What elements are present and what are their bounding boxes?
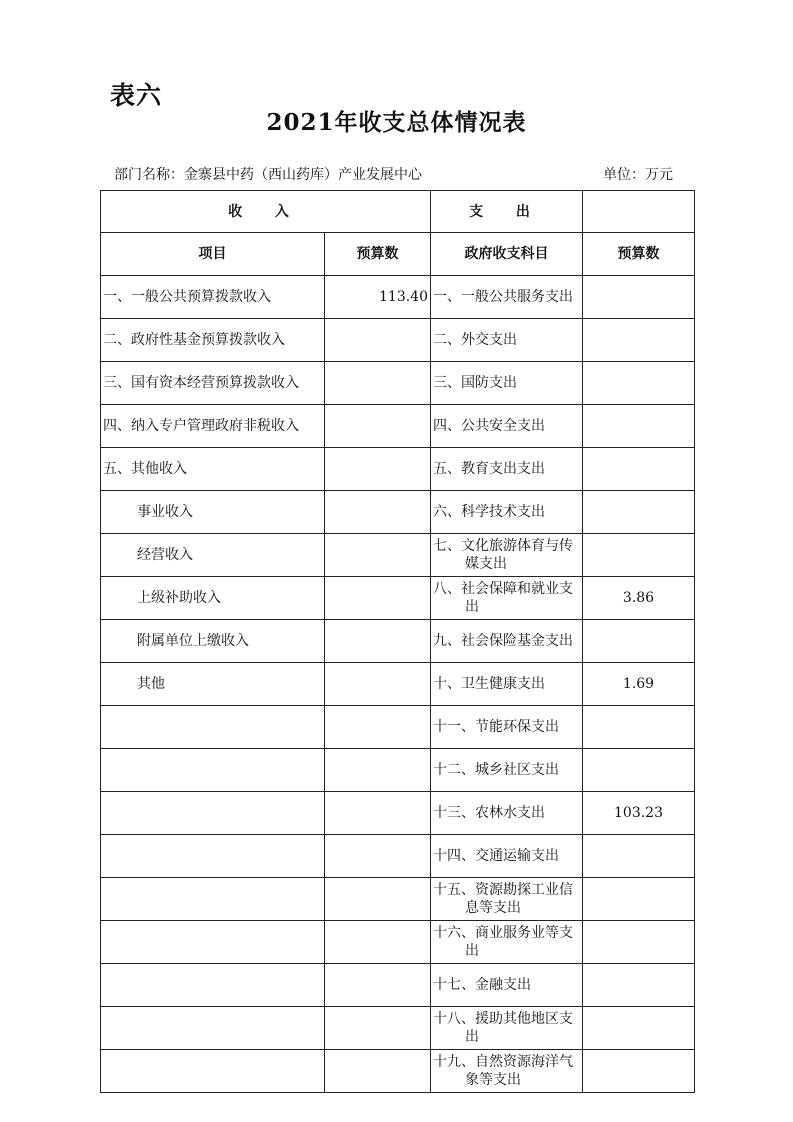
income-item-cell: 五、其他收入 [101,448,325,491]
expense-budget-cell [583,620,695,663]
expense-subject-cell: 一、一般公共服务支出 [431,276,583,319]
income-item-cell [101,835,325,878]
income-item-cell [101,1007,325,1050]
expense-budget-cell: 103.23 [583,792,695,835]
table-row [101,362,695,405]
expense-budget-cell [583,491,695,534]
expense-budget-cell [583,706,695,749]
expense-budget-cell [583,1007,695,1050]
table-row [101,448,695,491]
income-budget-cell [325,362,431,405]
table-row [101,276,695,319]
income-group-header: 收 入 [101,191,431,233]
income-budget-cell [325,1007,431,1050]
income-budget-cell [325,878,431,921]
income-budget-cell [325,620,431,663]
income-budget-cell [325,405,431,448]
expense-subject-cell: 七、文化旅游体育与传媒支出 [431,534,583,577]
income-item-cell [101,964,325,1007]
expense-subject-cell: 十七、金融支出 [431,964,583,1007]
expense-subject-cell: 十六、商业服务业等支出 [431,921,583,964]
income-budget-cell [325,663,431,706]
empty-header-cell [583,191,695,233]
expense-budget-cell [583,749,695,792]
income-budget-cell [325,1050,431,1093]
income-item-cell: 经营收入 [101,534,325,577]
income-budget-cell [325,491,431,534]
department-name: 部门名称：金寨县中药（西山药库）产业发展中心 [114,167,422,183]
income-budget-cell [325,921,431,964]
expense-subject-cell: 九、社会保险基金支出 [431,620,583,663]
expense-subject-cell: 十八、援助其他地区支出 [431,1007,583,1050]
col-header-income-budget: 预算数 [325,233,431,276]
income-budget-cell: 113.40 [325,276,431,319]
expense-subject-cell: 十四、交通运输支出 [431,835,583,878]
col-header-subject: 政府收支科目 [431,233,583,276]
income-budget-cell [325,319,431,362]
table-row [101,663,695,706]
table-row [101,921,695,964]
expense-subject-cell: 十五、资源勘探工业信息等支出 [431,878,583,921]
document-title: 2021年收支总体情况表 [266,109,527,136]
income-item-cell: 一、一般公共预算拨款收入 [101,276,325,319]
expense-subject-cell: 十一、节能环保支出 [431,706,583,749]
table-row [101,620,695,663]
col-header-expense-budget: 预算数 [583,233,695,276]
expense-budget-cell [583,362,695,405]
expense-budget-cell [583,921,695,964]
expense-subject-cell: 十九、自然资源海洋气象等支出 [431,1050,583,1093]
table-row [101,534,695,577]
expense-budget-cell [583,964,695,1007]
table-row [101,491,695,534]
expense-budget-cell [583,405,695,448]
col-header-item: 项目 [101,233,325,276]
expense-budget-cell [583,448,695,491]
expense-subject-cell: 二、外交支出 [431,319,583,362]
expense-budget-cell [583,1050,695,1093]
table-row [101,792,695,835]
income-item-cell [101,921,325,964]
income-item-cell [101,878,325,921]
income-item-cell: 其他 [101,663,325,706]
budget-table [100,190,695,1093]
income-item-cell [101,749,325,792]
income-item-cell: 三、国有资本经营预算拨款收入 [101,362,325,405]
expense-budget-cell [583,835,695,878]
income-item-cell [101,1050,325,1093]
table-row [101,878,695,921]
table-row [101,964,695,1007]
income-item-cell: 附属单位上缴收入 [101,620,325,663]
income-budget-cell [325,792,431,835]
income-budget-cell [325,835,431,878]
table-row [101,577,695,620]
expense-budget-cell [583,534,695,577]
expense-budget-cell: 3.86 [583,577,695,620]
expense-budget-cell [583,319,695,362]
table-number-label: 表六 [110,81,163,110]
expense-subject-cell: 十二、城乡社区支出 [431,749,583,792]
expense-budget-cell [583,276,695,319]
income-item-cell: 二、政府性基金预算拨款收入 [101,319,325,362]
table-row [101,1007,695,1050]
expense-group-header: 支 出 [431,191,583,233]
expense-subject-cell: 六、科学技术支出 [431,491,583,534]
income-item-cell [101,706,325,749]
income-item-cell: 四、纳入专户管理政府非税收入 [101,405,325,448]
expense-subject-cell: 十、卫生健康支出 [431,663,583,706]
expense-subject-cell: 八、社会保障和就业支出 [431,577,583,620]
income-budget-cell [325,706,431,749]
unit-label: 单位：万元 [603,167,673,183]
income-item-cell: 事业收入 [101,491,325,534]
expense-subject-cell: 五、教育支出支出 [431,448,583,491]
income-budget-cell [325,534,431,577]
income-budget-cell [325,749,431,792]
expense-subject-cell: 三、国防支出 [431,362,583,405]
table-row [101,319,695,362]
expense-subject-cell: 十三、农林水支出 [431,792,583,835]
income-budget-cell [325,964,431,1007]
table-row [101,1050,695,1093]
table-row [101,706,695,749]
expense-budget-cell [583,878,695,921]
table-group-header [101,191,695,233]
expense-budget-cell: 1.69 [583,663,695,706]
income-item-cell: 上级补助收入 [101,577,325,620]
table-row [101,749,695,792]
income-item-cell [101,792,325,835]
income-budget-cell [325,448,431,491]
expense-subject-cell: 四、公共安全支出 [431,405,583,448]
table-row [101,835,695,878]
table-column-header [101,233,695,276]
income-budget-cell [325,577,431,620]
table-row [101,405,695,448]
